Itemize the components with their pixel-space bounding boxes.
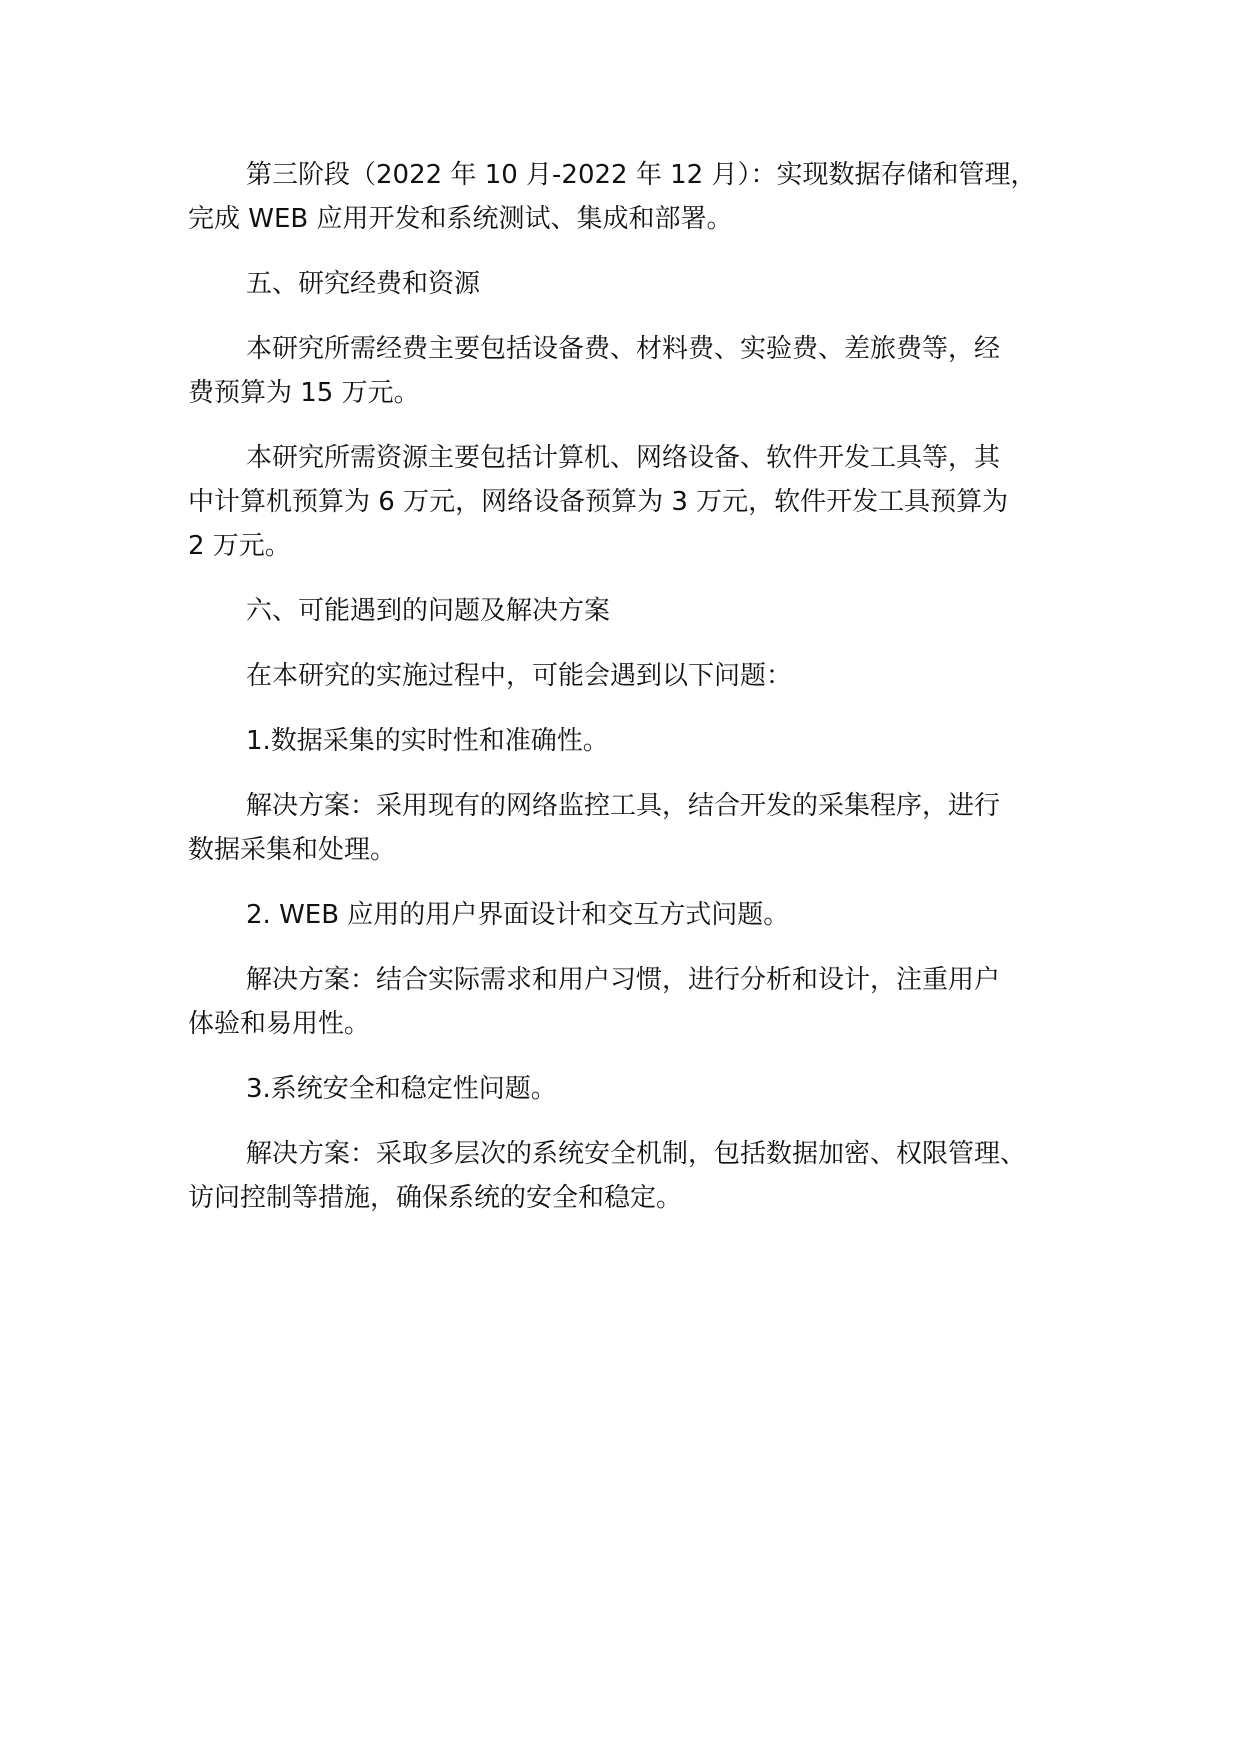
solution-item-1 [188,784,1068,872]
heading-text: 六、可能遇到的问题及解决方案 [246,596,611,626]
text-line: 访问控制等措施，确保系统的安全和稳定。 [188,1183,683,1213]
text-line: 中计算机预算为 6 万元，网络设备预算为 3 万元，软件开发工具预算为 [188,487,1009,517]
paragraph-phase3 [188,153,1068,241]
paragraph-problems-intro [188,654,1068,698]
text-line: 费预算为 15 万元。 [188,378,420,408]
paragraph-funding [188,327,1068,415]
paragraph-resources [188,436,1068,568]
section-heading-problems-solutions [188,589,1068,633]
text-line: 2 万元。 [188,531,291,561]
text-line: 第三阶段（2022 年 10 月-2022 年 12 月）：实现数据存储和管理， [246,160,1037,190]
problem-item-1 [188,719,1068,763]
heading-text: 五、研究经费和资源 [246,269,481,299]
text-line: 解决方案：结合实际需求和用户习惯，进行分析和设计，注重用户 [246,965,1001,995]
text-line: 本研究所需经费主要包括设备费、材料费、实验费、差旅费等，经 [246,334,1001,364]
text-line: 解决方案：采用现有的网络监控工具，结合开发的采集程序，进行 [246,791,1001,821]
text-line: 完成 WEB 应用开发和系统测试、集成和部署。 [188,204,733,234]
solution-item-2 [188,958,1068,1046]
text-line: 解决方案：采取多层次的系统安全机制，包括数据加密、权限管理、 [246,1139,1027,1169]
text-line: 2. WEB 应用的用户界面设计和交互方式问题。 [246,900,790,930]
text-line: 1.数据采集的实时性和准确性。 [246,726,609,756]
problem-item-3 [188,1067,1068,1111]
problem-item-2 [188,893,1068,937]
section-heading-funding-resources [188,262,1068,306]
solution-item-3 [188,1132,1068,1220]
text-line: 在本研究的实施过程中，可能会遇到以下问题： [246,661,793,691]
text-line: 数据采集和处理。 [188,835,397,865]
text-line: 体验和易用性。 [188,1009,371,1039]
document-body [188,153,1068,1241]
text-line: 本研究所需资源主要包括计算机、网络设备、软件开发工具等，其 [246,443,1001,473]
text-line: 3.系统安全和稳定性问题。 [246,1074,557,1104]
